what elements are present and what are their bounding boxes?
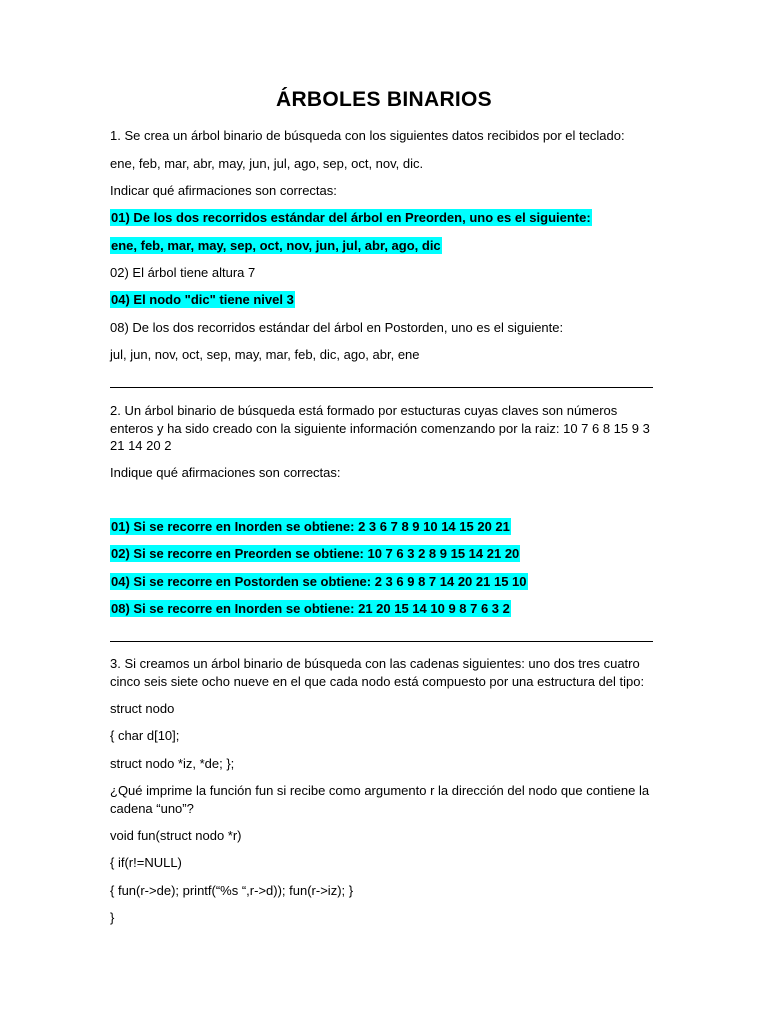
separator-line — [110, 641, 653, 642]
q2-prompt: Indique qué afirmaciones son correctas: — [110, 465, 341, 480]
q1-option-01-sequence — [110, 238, 442, 254]
q3-code-line-6: { fun(r->de); printf(“%s “,r->d)); fun(r->iz); } — [110, 883, 354, 898]
q1-intro: 1. Se crea un árbol binario de búsqueda con los siguientes datos recibidos por el teclado: — [110, 128, 625, 143]
q1-option-04-text: 04) El nodo "dic" tiene nivel 3 — [111, 292, 294, 307]
q1-option-08: 08) De los dos recorridos estándar del árbol en Postorden, uno es el siguiente: — [110, 320, 564, 335]
q3-code-line-2: { char d[10]; — [110, 728, 180, 743]
q1-prompt: Indicar qué afirmaciones son correctas: — [110, 183, 337, 198]
q3-code-line-1: struct nodo — [110, 701, 175, 716]
q2-option-02 — [110, 546, 520, 562]
separator-line — [110, 387, 653, 388]
q2-option-02-text: 02) Si se recorre en Preorden se obtiene: 10 7 6 3 2 8 9 15 14 21 20 — [111, 546, 520, 561]
q2-option-08-text: 08) Si se recorre en Inorden se obtiene: 21 20 15 14 10 9 8 7 6 3 2 — [111, 601, 510, 616]
q2-intro-line-1: 2. Un árbol binario de búsqueda está formado por estucturas cuyas claves son números — [110, 403, 618, 418]
q3-question-line-2: cadena “uno”? — [110, 801, 194, 816]
q2-intro-line-3: 21 14 20 2 — [110, 438, 172, 453]
q3-code-line-3: struct nodo *iz, *de; }; — [110, 756, 235, 771]
q1-option-01 — [110, 210, 592, 226]
q1-option-01-sequence-text: ene, feb, mar, may, sep, oct, nov, jun, jul, abr, ago, dic — [111, 238, 441, 253]
q3-code-line-5: { if(r!=NULL) — [110, 855, 182, 870]
q1-data: ene, feb, mar, abr, may, jun, jul, ago, sep, oct, nov, dic. — [110, 156, 424, 171]
page-title: ÁRBOLES BINARIOS — [276, 88, 492, 111]
q2-option-01 — [110, 519, 511, 535]
q3-intro-line-1: 3. Si creamos un árbol binario de búsqueda con las cadenas siguientes: uno dos tres cuatro — [110, 656, 640, 671]
q2-option-01-text: 01) Si se recorre en Inorden se obtiene: 2 3 6 7 8 9 10 14 15 20 21 — [111, 519, 510, 534]
q3-intro-line-2: cinco seis siete ocho nueve en el que cada nodo está compuesto por una estructura del tipo: — [110, 674, 645, 689]
q2-intro-line-2: enteros y ha sido creado con la siguiente información comenzando por la raiz: 10 7 6 8 15 9 3 — [110, 421, 650, 436]
q3-code-line-7: } — [110, 910, 115, 925]
q1-option-02: 02) El árbol tiene altura 7 — [110, 265, 256, 280]
q2-option-04-text: 04) Si se recorre en Postorden se obtiene: 2 3 6 9 8 7 14 20 21 15 10 — [111, 574, 527, 589]
q1-option-08-sequence: jul, jun, nov, oct, sep, may, mar, feb, dic, ago, abr, ene — [110, 347, 420, 362]
q1-option-01-text: 01) De los dos recorridos estándar del árbol en Preorden, uno es el siguiente: — [111, 210, 591, 225]
q2-option-04 — [110, 574, 528, 590]
q1-option-04 — [110, 292, 295, 308]
q3-question-line-1: ¿Qué imprime la función fun si recibe como argumento r la dirección del nodo que contiene la — [110, 783, 650, 798]
q2-option-08 — [110, 601, 511, 617]
q3-code-line-4: void fun(struct nodo *r) — [110, 828, 242, 843]
